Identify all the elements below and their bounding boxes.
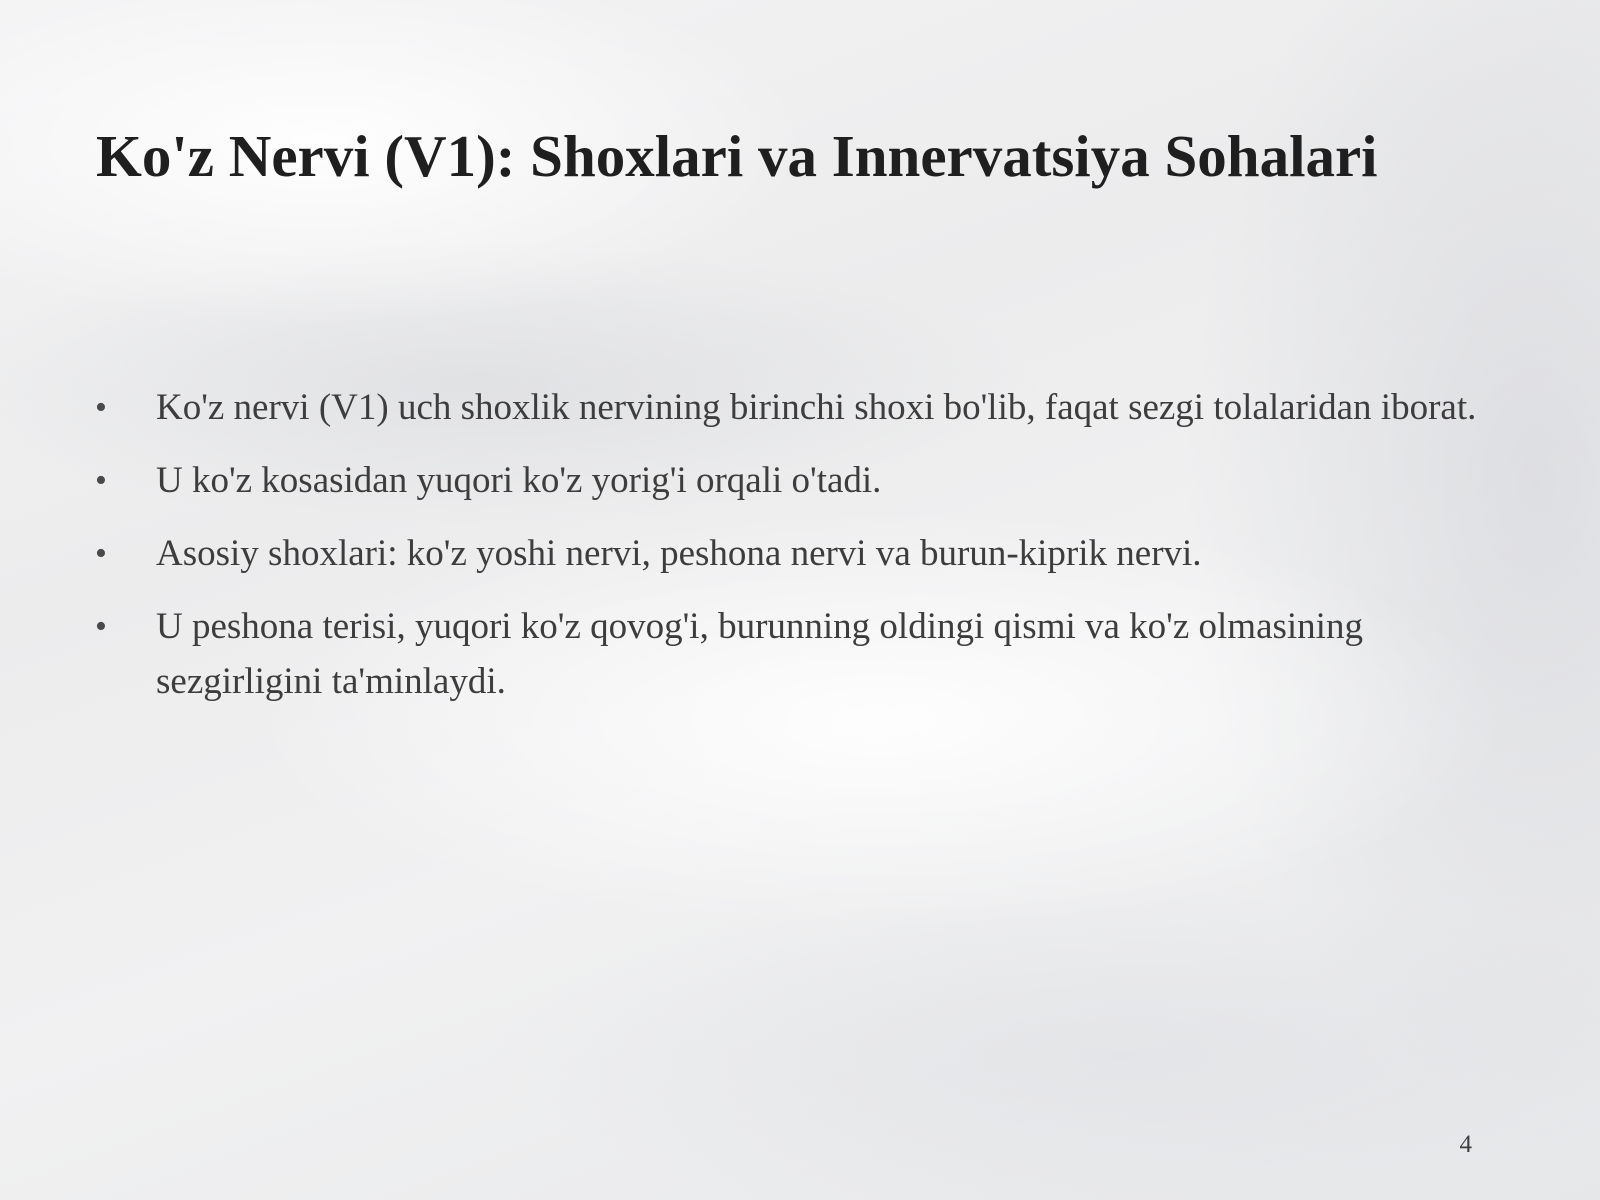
- page-number: 4: [1459, 1131, 1472, 1158]
- bullet-item: [0, 380, 1600, 435]
- bullet-icon: •: [95, 535, 107, 572]
- bullet-item: [0, 599, 1600, 709]
- bullet-text: U ko'z kosasidan yuqori ko'z yorig'i orqali o'tadi.: [156, 460, 882, 501]
- bullet-text: Asosiy shoxlari: ko'z yoshi nervi, peshona nervi va burun-kiprik nervi.: [156, 533, 1202, 574]
- bullet-icon: •: [95, 389, 107, 426]
- bullet-icon: •: [95, 608, 107, 645]
- bullet-item: [0, 526, 1600, 581]
- bullet-text: U peshona terisi, yuqori ko'z qovog'i, burunning oldingi qismi va ko'z olmasining sezgirligini ta'minlaydi.: [156, 606, 1363, 702]
- bullet-list: [0, 380, 1600, 727]
- bullet-text: Ko'z nervi (V1) uch shoxlik nervining birinchi shoxi bo'lib, faqat sezgi tolalaridan iborat.: [156, 387, 1477, 428]
- bullet-item: [0, 453, 1600, 508]
- slide-title: Ko'z Nervi (V1): Shoxlari va Innervatsiya Sohalari: [96, 123, 1378, 189]
- bullet-icon: •: [95, 462, 107, 499]
